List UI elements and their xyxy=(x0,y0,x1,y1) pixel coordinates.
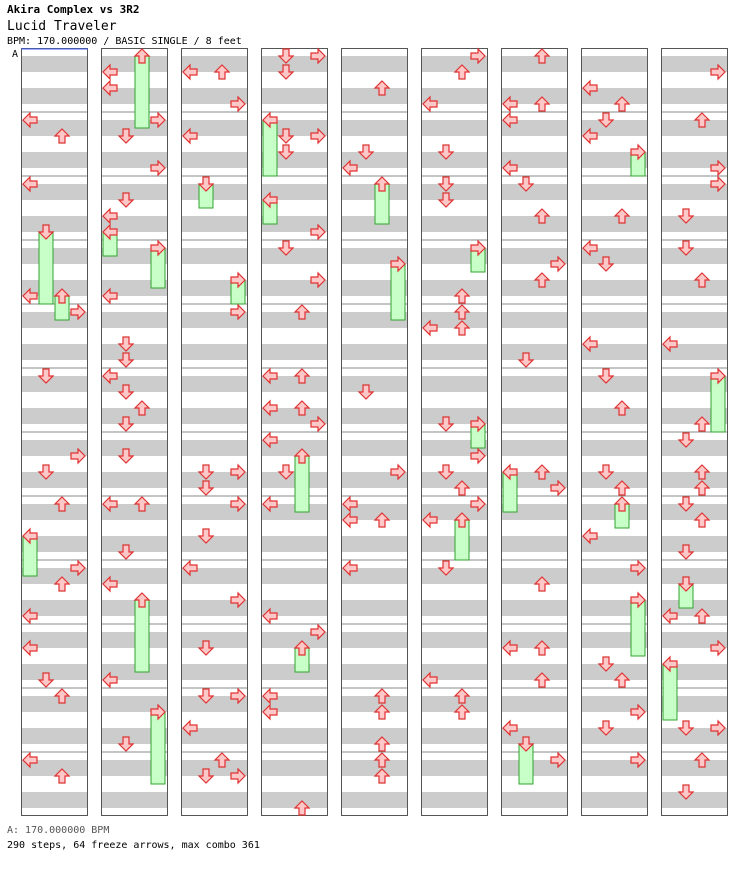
freeze-arrow xyxy=(135,600,149,672)
beat-stripe xyxy=(21,792,88,808)
freeze-arrow xyxy=(295,456,309,512)
beat-stripe xyxy=(501,568,568,584)
beat-stripe xyxy=(661,88,728,104)
beat-stripe xyxy=(341,728,408,744)
beat-stripe xyxy=(181,632,248,648)
beat-stripe xyxy=(661,472,728,488)
beat-stripe xyxy=(421,728,488,744)
beat-stripe xyxy=(661,280,728,296)
beat-stripe xyxy=(181,664,248,680)
beat-stripe xyxy=(501,280,568,296)
freeze-arrow xyxy=(391,264,405,320)
beat-stripe xyxy=(581,184,648,200)
beat-stripe xyxy=(181,248,248,264)
beat-stripe xyxy=(661,760,728,776)
beat-stripe xyxy=(341,632,408,648)
bpm-legend: A: 170.000000 BPM xyxy=(7,825,110,836)
beat-stripe xyxy=(421,120,488,136)
beat-stripe xyxy=(341,696,408,712)
beat-stripe xyxy=(21,728,88,744)
beat-stripe xyxy=(101,536,168,552)
beat-stripe xyxy=(661,504,728,520)
beat-stripe xyxy=(501,408,568,424)
beat-stripe xyxy=(501,216,568,232)
beat-stripe xyxy=(261,344,328,360)
beat-stripe xyxy=(661,568,728,584)
beat-stripe xyxy=(501,536,568,552)
bpm-marker: A xyxy=(12,49,19,60)
beat-stripe xyxy=(21,408,88,424)
beat-stripe xyxy=(581,792,648,808)
beat-stripe xyxy=(101,344,168,360)
beat-stripe xyxy=(181,408,248,424)
beat-stripe xyxy=(661,216,728,232)
beat-stripe xyxy=(661,792,728,808)
beat-stripe xyxy=(661,248,728,264)
beat-stripe xyxy=(181,536,248,552)
beat-stripe xyxy=(21,376,88,392)
beat-stripe xyxy=(421,600,488,616)
beat-stripe xyxy=(581,728,648,744)
beat-stripe xyxy=(101,792,168,808)
beat-stripe xyxy=(341,664,408,680)
beat-stripe xyxy=(581,440,648,456)
beat-stripe xyxy=(421,792,488,808)
freeze-arrow xyxy=(711,376,725,432)
beat-stripe xyxy=(421,376,488,392)
freeze-arrow xyxy=(151,712,165,784)
beat-stripe xyxy=(181,344,248,360)
beat-stripe xyxy=(581,312,648,328)
beat-stripe xyxy=(21,696,88,712)
beat-stripe xyxy=(21,664,88,680)
beat-stripe xyxy=(501,792,568,808)
beat-stripe xyxy=(421,344,488,360)
beat-stripe xyxy=(581,280,648,296)
beat-stripe xyxy=(261,536,328,552)
song-title: Lucid Traveler xyxy=(7,19,117,34)
beat-stripe xyxy=(101,408,168,424)
beat-stripe xyxy=(261,88,328,104)
beat-stripe xyxy=(501,696,568,712)
beat-stripe xyxy=(21,88,88,104)
freeze-arrow xyxy=(39,232,53,304)
beat-stripe xyxy=(581,216,648,232)
beat-stripe xyxy=(261,312,328,328)
beat-stripe xyxy=(101,440,168,456)
beat-stripe xyxy=(581,664,648,680)
beat-stripe xyxy=(181,792,248,808)
artist-title: Akira Complex vs 3R2 xyxy=(7,3,140,16)
beat-stripe xyxy=(21,216,88,232)
beat-stripe xyxy=(21,504,88,520)
beat-stripe xyxy=(341,344,408,360)
chart-info: BPM: 170.000000 / BASIC SINGLE / 8 feet xyxy=(7,36,242,47)
beat-stripe xyxy=(181,216,248,232)
beat-stripe xyxy=(341,440,408,456)
beat-stripe xyxy=(421,216,488,232)
chart-stats: 290 steps, 64 freeze arrows, max combo 361 xyxy=(7,840,260,851)
beat-stripe xyxy=(581,56,648,72)
beat-stripe xyxy=(181,376,248,392)
beat-stripe xyxy=(421,568,488,584)
freeze-arrow xyxy=(135,56,149,128)
beat-stripe xyxy=(261,568,328,584)
beat-stripe xyxy=(181,184,248,200)
beat-stripe xyxy=(501,184,568,200)
beat-stripe xyxy=(421,184,488,200)
beat-stripe xyxy=(181,440,248,456)
beat-stripe xyxy=(341,408,408,424)
freeze-arrow xyxy=(631,600,645,656)
beat-stripe xyxy=(421,472,488,488)
beat-stripe xyxy=(261,728,328,744)
beat-stripe xyxy=(21,248,88,264)
beat-stripe xyxy=(21,152,88,168)
beat-stripe xyxy=(261,248,328,264)
beat-stripe xyxy=(341,600,408,616)
freeze-arrow xyxy=(263,120,277,176)
beat-stripe xyxy=(421,280,488,296)
beat-stripe xyxy=(501,344,568,360)
beat-stripe xyxy=(501,664,568,680)
beat-stripe xyxy=(661,120,728,136)
beat-stripe xyxy=(181,152,248,168)
beat-stripe xyxy=(581,376,648,392)
beat-stripe xyxy=(341,120,408,136)
beat-stripe xyxy=(421,152,488,168)
beat-stripe xyxy=(661,536,728,552)
beat-stripe xyxy=(501,440,568,456)
beat-stripe xyxy=(501,600,568,616)
beat-stripe xyxy=(21,344,88,360)
beat-stripe xyxy=(261,792,328,808)
beat-stripe xyxy=(421,760,488,776)
beat-stripe xyxy=(421,632,488,648)
beat-stripe xyxy=(341,792,408,808)
beat-stripe xyxy=(101,184,168,200)
beat-stripe xyxy=(341,536,408,552)
beat-stripe xyxy=(501,56,568,72)
beat-stripe xyxy=(101,312,168,328)
beat-stripe xyxy=(21,56,88,72)
beat-stripe xyxy=(501,312,568,328)
beat-stripe xyxy=(341,88,408,104)
beat-stripe xyxy=(661,312,728,328)
beat-stripe xyxy=(661,440,728,456)
beat-stripe xyxy=(341,760,408,776)
beat-stripe xyxy=(341,56,408,72)
beat-stripe xyxy=(341,376,408,392)
beat-stripe xyxy=(21,472,88,488)
beat-stripe xyxy=(581,408,648,424)
beat-stripe xyxy=(581,472,648,488)
beat-stripe xyxy=(501,376,568,392)
beat-stripe xyxy=(261,760,328,776)
freeze-arrow xyxy=(663,664,677,720)
beat-stripe xyxy=(101,472,168,488)
beat-stripe xyxy=(421,696,488,712)
